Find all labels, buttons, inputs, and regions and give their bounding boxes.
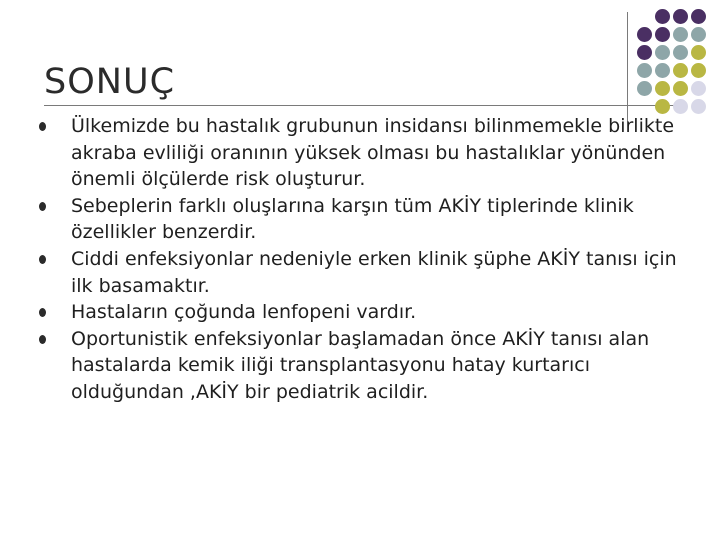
bullet-text: Sebeplerin farklı oluşlarına karşın tüm AKİY tiplerinde klinik özellikler benzerdir. [71,194,634,244]
bullet-text: Oportunistik enfeksiyonlar başlamadan önce AKİY tanısı alan hastalarda kemik iliği transplantasyonu hatay kurtarıcı olduğundan ,AKİY bir pediatrik acildir. [71,327,650,403]
title-underline [44,105,679,106]
decor-dot [691,81,706,96]
decor-dot [637,81,652,96]
bullet-item [38,113,698,193]
decor-dot [673,63,688,78]
bullet-text: Ciddi enfeksiyonlar nedeniyle erken klinik şüphe AKİY tanısı için ilk basamaktır. [71,247,677,297]
bullet-dot-icon [39,122,46,131]
bullet-dot-icon [39,308,46,317]
decor-dot [673,27,688,42]
decor-dot [655,45,670,60]
decor-dot [673,99,688,114]
bullet-list [38,113,698,406]
decor-dot [691,45,706,60]
decor-dot [637,63,652,78]
decor-dot [655,99,670,114]
bullet-text: Hastaların çoğunda lenfopeni vardır. [71,301,417,324]
decor-dot [691,99,706,114]
decor-dot [655,63,670,78]
bullet-item [38,326,698,406]
bullet-dot-icon [39,255,46,264]
bullet-text: Ülkemizde bu hastalık grubunun insidansı bilinmemekle birlikte akraba evliliği oranının yüksek olması bu hastalıklar yönünden önemli ölçülerde risk oluşturur. [71,115,675,191]
decor-vertical-line [627,12,628,122]
decor-dot [691,9,706,24]
decor-dot-grid [637,9,713,117]
bullet-item [38,299,698,326]
bullet-dot-icon [39,202,46,211]
decor-dot [637,45,652,60]
decor-dot [691,27,706,42]
bullet-item [38,246,698,299]
decor-dot [637,27,652,42]
decor-dot [655,81,670,96]
decor-dot [655,27,670,42]
decor-dot [655,9,670,24]
decor-dot [673,45,688,60]
bullet-item [38,193,698,246]
decor-dot [691,63,706,78]
bullet-dot-icon [39,335,46,344]
decor-dot [673,9,688,24]
slide-title: SONUÇ [44,62,176,102]
decor-dot [673,81,688,96]
